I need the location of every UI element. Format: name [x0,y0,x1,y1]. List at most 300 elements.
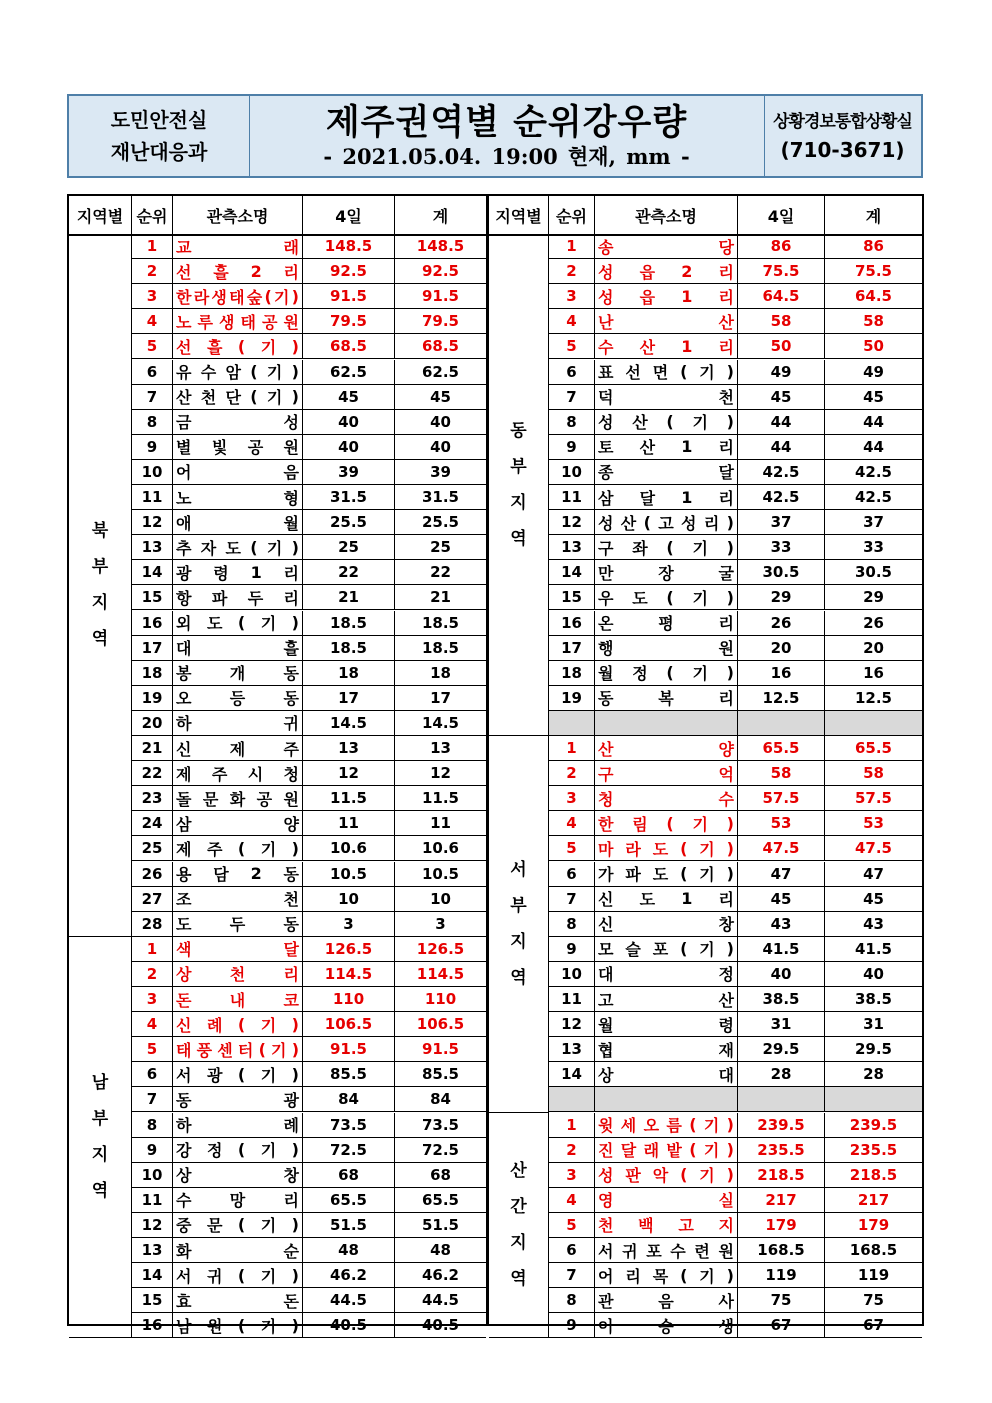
table-header-row [69,196,486,236]
day-rainfall-cell: 10.5 [303,862,395,887]
rank-cell: 10 [549,962,595,987]
rank-cell [549,1087,595,1112]
region-label-char: 지 [510,1232,527,1253]
department-line2: 재난대응과 [110,140,208,164]
organization-name: 상황경보통합상황실 [773,112,912,132]
station-name-cell: 관 음 사 [595,1288,738,1313]
station-name-cell: 신 도 1 리 [595,887,738,912]
table-row [549,334,922,359]
table-row [132,1163,486,1188]
table-row [549,1188,922,1213]
day-rainfall-cell: 68 [303,1163,395,1188]
region-label-char: 남 [91,1073,109,1094]
rank-cell: 11 [549,987,595,1012]
rank-cell [549,711,595,736]
region-label-char: 역 [510,1268,527,1289]
region-label-char: 동 [510,420,527,441]
table-row [132,284,486,309]
station-name-cell: 추 자 도 ( 기 ) [173,535,303,560]
table-row [549,636,922,661]
day-rainfall-cell: 58 [738,761,825,786]
table-row [132,636,486,661]
phone-number: (710-3671) [780,138,905,162]
day-rainfall-cell: 53 [738,811,825,836]
rank-cell: 7 [549,385,595,410]
station-name-cell: 천 백 고 지 [595,1213,738,1238]
station-name-cell: 삼 달 1 리 [595,485,738,510]
station-name-cell: 어 승 생 [595,1313,738,1338]
total-rainfall-cell: 45 [825,385,922,410]
total-rainfall-cell: 25.5 [395,510,486,535]
station-name-cell: 용 담 2 동 [173,862,303,887]
total-rainfall-cell: 29 [825,585,922,610]
rank-cell: 12 [549,1012,595,1037]
total-rainfall-cell: 65.5 [825,736,922,761]
day-rainfall-cell: 33 [738,535,825,560]
rank-cell: 2 [132,259,173,284]
total-rainfall-cell: 57.5 [825,786,922,811]
total-rainfall-cell: 12 [395,761,486,786]
region-label-char: 지 [510,492,527,513]
table-row [132,1263,486,1288]
column-header: 순위 [132,196,173,234]
total-rainfall-cell: 179 [825,1213,922,1238]
rank-cell: 27 [132,887,173,912]
station-name-cell: 마 라 도 ( 기 ) [595,836,738,861]
region-label [489,736,549,1113]
day-rainfall-cell: 29.5 [738,1037,825,1062]
total-rainfall-cell: 18 [395,661,486,686]
day-rainfall-cell: 29 [738,585,825,610]
table-row [549,234,922,259]
total-rainfall-cell: 85.5 [395,1062,486,1087]
total-rainfall-cell: 28 [825,1062,922,1087]
column-header: 순위 [549,196,595,234]
table-row [132,485,486,510]
station-name-cell: 도 두 동 [173,912,303,937]
table-row [132,912,486,937]
total-rainfall-cell: 68 [395,1163,486,1188]
rank-cell: 11 [132,485,173,510]
station-name-cell: 구 억 [595,761,738,786]
station-name-cell: 하 귀 [173,711,303,736]
total-rainfall-cell: 18.5 [395,611,486,636]
table-row [549,962,922,987]
left-table-half [69,196,486,1336]
day-rainfall-cell: 46.2 [303,1263,395,1288]
region-label-char: 서 [510,859,527,880]
day-rainfall-cell: 72.5 [303,1138,395,1163]
table-row [132,1087,486,1112]
station-name-cell: 신 창 [595,912,738,937]
rank-cell: 10 [132,1163,173,1188]
day-rainfall-cell: 3 [303,912,395,937]
total-rainfall-cell: 26 [825,611,922,636]
table-row [549,410,922,435]
day-rainfall-cell: 38.5 [738,987,825,1012]
day-rainfall-cell: 49 [738,360,825,385]
station-name-cell: 제 주 ( 기 ) [173,836,303,861]
day-rainfall-cell: 68.5 [303,334,395,359]
total-rainfall-cell: 126.5 [395,937,486,962]
station-name-cell: 청 수 [595,786,738,811]
day-rainfall-cell: 79.5 [303,309,395,334]
rank-cell: 19 [549,686,595,711]
day-rainfall-cell: 25 [303,535,395,560]
day-rainfall-cell: 41.5 [738,937,825,962]
total-rainfall-cell: 47.5 [825,836,922,861]
total-rainfall-cell: 47 [825,862,922,887]
table-row [549,1313,922,1338]
station-name-cell: 태 풍 센 터 ( 기 ) [173,1037,303,1062]
station-name-cell: 수 망 리 [173,1188,303,1213]
day-rainfall-cell: 40 [738,962,825,987]
rank-cell: 2 [549,761,595,786]
report-header [67,94,923,178]
day-rainfall-cell: 18.5 [303,636,395,661]
rank-cell: 14 [132,560,173,585]
total-rainfall-cell: 44.5 [395,1288,486,1313]
table-row [549,987,922,1012]
table-row [132,1213,486,1238]
day-rainfall-cell: 73.5 [303,1113,395,1138]
total-rainfall-cell: 64.5 [825,284,922,309]
table-row [132,1012,486,1037]
rank-cell: 11 [549,485,595,510]
table-row [549,435,922,460]
rank-cell: 7 [549,887,595,912]
table-row [549,1238,922,1263]
station-name-cell: 서 귀 포 수 련 원 [595,1238,738,1263]
rank-cell: 9 [549,1313,595,1338]
station-name-cell: 유 수 암 ( 기 ) [173,360,303,385]
station-name-cell: 어 음 [173,460,303,485]
rank-cell: 1 [132,937,173,962]
day-rainfall-cell: 25.5 [303,510,395,535]
rank-cell: 6 [132,360,173,385]
day-rainfall-cell: 30.5 [738,560,825,585]
day-rainfall-cell: 10.6 [303,836,395,861]
table-row [132,611,486,636]
rank-cell: 8 [132,410,173,435]
total-rainfall-cell: 11.5 [395,786,486,811]
table-row [132,736,486,761]
table-row [132,560,486,585]
day-rainfall-cell: 168.5 [738,1238,825,1263]
department-block [69,96,250,176]
total-rainfall-cell: 106.5 [395,1012,486,1037]
table-row [549,360,922,385]
rank-cell: 2 [132,962,173,987]
rank-cell: 7 [132,1087,173,1112]
rank-cell: 4 [549,1188,595,1213]
day-rainfall-cell: 40 [303,435,395,460]
station-name-cell [595,1087,738,1112]
column-header: 지역별 [69,196,132,234]
total-rainfall-cell: 49 [825,360,922,385]
station-name-cell: 구 좌 ( 기 ) [595,535,738,560]
rank-cell: 14 [549,560,595,585]
rank-cell: 9 [549,435,595,460]
table-row [132,862,486,887]
station-name-cell: 진 달 래 밭 ( 기 ) [595,1138,738,1163]
station-name-cell: 화 순 [173,1238,303,1263]
table-row [549,309,922,334]
day-rainfall-cell: 92.5 [303,259,395,284]
day-rainfall-cell: 45 [303,385,395,410]
rank-cell: 12 [132,1213,173,1238]
table-row [132,987,486,1012]
rank-cell: 13 [549,535,595,560]
rank-cell: 6 [132,1062,173,1087]
total-rainfall-cell: 10.6 [395,836,486,861]
day-rainfall-cell: 106.5 [303,1012,395,1037]
rank-cell: 26 [132,862,173,887]
day-rainfall-cell: 86 [738,234,825,259]
station-name-cell: 광 령 1 리 [173,560,303,585]
table-row [549,535,922,560]
total-rainfall-cell: 68.5 [395,334,486,359]
station-name-cell: 덕 천 [595,385,738,410]
table-row [549,736,922,761]
total-rainfall-cell: 40 [825,962,922,987]
rank-cell: 16 [132,1313,173,1338]
day-rainfall-cell: 126.5 [303,937,395,962]
rank-cell: 8 [549,410,595,435]
table-header-row [489,196,922,236]
total-rainfall-cell: 65.5 [395,1188,486,1213]
total-rainfall-cell: 67 [825,1313,922,1338]
region-label-char: 산 [510,1160,527,1181]
total-rainfall-cell: 45 [395,385,486,410]
day-rainfall-cell: 84 [303,1087,395,1112]
table-row [549,284,922,309]
region-label-char: 간 [510,1196,527,1217]
region-label-char: 부 [510,895,527,916]
rank-cell: 15 [132,585,173,610]
table-row [549,1288,922,1313]
total-rainfall-cell: 14.5 [395,711,486,736]
rank-cell: 5 [132,334,173,359]
day-rainfall-cell: 91.5 [303,1037,395,1062]
table-row [549,836,922,861]
total-rainfall-cell: 62.5 [395,360,486,385]
total-rainfall-cell: 53 [825,811,922,836]
station-name-cell: 색 달 [173,937,303,962]
table-row [132,259,486,284]
day-rainfall-cell: 18.5 [303,611,395,636]
day-rainfall-cell: 62.5 [303,360,395,385]
table-row [549,887,922,912]
rank-cell: 8 [549,912,595,937]
total-rainfall-cell: 42.5 [825,460,922,485]
rank-cell: 28 [132,912,173,937]
total-rainfall-cell: 148.5 [395,234,486,259]
station-name-cell: 고 산 [595,987,738,1012]
rank-cell: 15 [549,585,595,610]
day-rainfall-cell: 47 [738,862,825,887]
station-name-cell: 토 산 1 리 [595,435,738,460]
total-rainfall-cell: 48 [395,1238,486,1263]
total-rainfall-cell: 114.5 [395,962,486,987]
table-row [549,460,922,485]
table-row [549,1163,922,1188]
table-row [549,385,922,410]
day-rainfall-cell: 18 [303,661,395,686]
table-row [549,1213,922,1238]
station-name-cell: 윗 세 오 름 ( 기 ) [595,1113,738,1138]
day-rainfall-cell: 16 [738,661,825,686]
table-row [132,309,486,334]
total-rainfall-cell: 75.5 [825,259,922,284]
table-row [132,811,486,836]
total-rainfall-cell: 10.5 [395,862,486,887]
rank-cell: 22 [132,761,173,786]
rank-cell: 20 [132,711,173,736]
total-rainfall-cell [825,711,922,736]
rank-cell: 1 [549,1113,595,1138]
station-name-cell: 종 달 [595,460,738,485]
rank-cell: 10 [549,460,595,485]
region-label-char: 지 [91,592,109,613]
total-rainfall-cell: 29.5 [825,1037,922,1062]
table-row [132,1113,486,1138]
day-rainfall-cell: 42.5 [738,460,825,485]
rank-cell: 6 [549,360,595,385]
day-rainfall-cell: 64.5 [738,284,825,309]
day-rainfall-cell: 218.5 [738,1163,825,1188]
total-rainfall-cell: 41.5 [825,937,922,962]
table-row [132,234,486,259]
contact-block [764,96,921,176]
day-rainfall-cell: 26 [738,611,825,636]
day-rainfall-cell: 48 [303,1238,395,1263]
day-rainfall-cell: 11.5 [303,786,395,811]
rank-cell: 15 [132,1288,173,1313]
rank-cell: 23 [132,786,173,811]
day-rainfall-cell: 119 [738,1263,825,1288]
table-row [132,1238,486,1263]
table-row [132,1288,486,1313]
total-rainfall-cell [825,1087,922,1112]
station-name-cell: 남 원 ( 기 ) [173,1313,303,1338]
total-rainfall-cell: 13 [395,736,486,761]
day-rainfall-cell: 21 [303,585,395,610]
region-label-char: 부 [91,1109,109,1130]
day-rainfall-cell: 65.5 [738,736,825,761]
total-rainfall-cell: 86 [825,234,922,259]
total-rainfall-cell: 110 [395,987,486,1012]
rank-cell: 9 [132,435,173,460]
total-rainfall-cell: 72.5 [395,1138,486,1163]
day-rainfall-cell: 12 [303,761,395,786]
rank-cell: 1 [132,234,173,259]
rank-cell: 10 [132,460,173,485]
day-rainfall-cell: 22 [303,560,395,585]
station-name-cell: 행 원 [595,636,738,661]
table-row [132,535,486,560]
station-name-cell: 성 판 악 ( 기 ) [595,1163,738,1188]
table-row [132,1313,486,1338]
rank-cell: 25 [132,836,173,861]
station-name-cell: 외 도 ( 기 ) [173,611,303,636]
total-rainfall-cell: 40.5 [395,1313,486,1338]
table-row [132,761,486,786]
station-name-cell: 우 도 ( 기 ) [595,585,738,610]
title-block [249,96,765,176]
table-row [132,887,486,912]
station-name-cell: 선 흘 ( 기 ) [173,334,303,359]
total-rainfall-cell: 20 [825,636,922,661]
total-rainfall-cell: 168.5 [825,1238,922,1263]
column-header: 관측소명 [595,196,738,234]
table-row [132,661,486,686]
day-rainfall-cell: 44 [738,435,825,460]
region-label-char: 역 [91,1181,109,1202]
day-rainfall-cell: 148.5 [303,234,395,259]
rank-cell: 1 [549,736,595,761]
total-rainfall-cell: 58 [825,761,922,786]
region-label [69,937,132,1339]
station-name-cell: 애 월 [173,510,303,535]
station-name-cell: 모 슬 포 ( 기 ) [595,937,738,962]
station-name-cell: 효 돈 [173,1288,303,1313]
rank-cell: 9 [549,937,595,962]
day-rainfall-cell: 114.5 [303,962,395,987]
department-line1: 도민안전실 [110,108,208,132]
table-row [132,711,486,736]
station-name-cell: 산 양 [595,736,738,761]
table-row [549,259,922,284]
table-row [549,912,922,937]
table-row [132,435,486,460]
station-name-cell: 동 복 리 [595,686,738,711]
total-rainfall-cell: 25 [395,535,486,560]
table-row [549,811,922,836]
day-rainfall-cell: 51.5 [303,1213,395,1238]
page-title: 제주권역별 순위강우량 [325,103,688,143]
rank-cell: 3 [549,786,595,811]
total-rainfall-cell: 91.5 [395,284,486,309]
table-row [132,385,486,410]
station-name-cell: 항 파 두 리 [173,585,303,610]
station-name-cell: 난 산 [595,309,738,334]
table-row [132,1037,486,1062]
rank-cell: 4 [549,811,595,836]
total-rainfall-cell: 84 [395,1087,486,1112]
day-rainfall-cell: 45 [738,887,825,912]
day-rainfall-cell: 12.5 [738,686,825,711]
table-row [549,1263,922,1288]
table-row [549,560,922,585]
table-row [132,937,486,962]
day-rainfall-cell: 31 [738,1012,825,1037]
region-label-char: 부 [91,556,109,577]
rank-cell: 4 [132,1012,173,1037]
station-name-cell: 선 흘 2 리 [173,259,303,284]
total-rainfall-cell: 30.5 [825,560,922,585]
day-rainfall-cell: 31.5 [303,485,395,510]
day-rainfall-cell: 10 [303,887,395,912]
rank-cell: 21 [132,736,173,761]
rank-cell: 11 [132,1188,173,1213]
rank-cell: 2 [549,259,595,284]
station-name-cell: 신 제 주 [173,736,303,761]
station-name-cell: 표 선 면 ( 기 ) [595,360,738,385]
day-rainfall-cell: 44 [738,410,825,435]
station-name-cell: 서 귀 ( 기 ) [173,1263,303,1288]
station-name-cell: 삼 양 [173,811,303,836]
